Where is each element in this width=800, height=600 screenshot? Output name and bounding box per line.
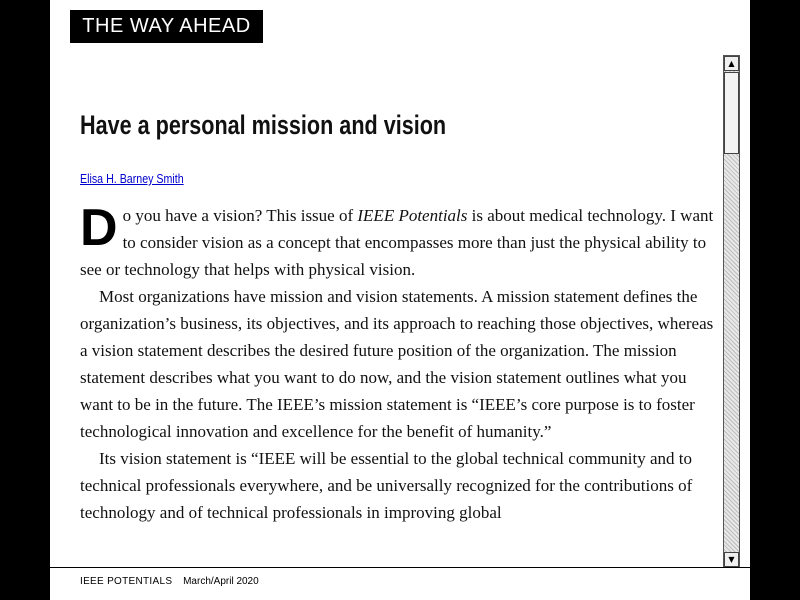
vertical-scrollbar[interactable] — [723, 55, 740, 568]
page-footer — [80, 575, 259, 589]
section-tag: THE WAY AHEAD — [70, 10, 263, 43]
paragraph-1-text-a: o you have a vision? This issue of — [122, 206, 358, 225]
paragraph-1 — [80, 199, 720, 283]
paragraph-3: Its vision statement is “IEEE will be essential to the global technical community and to technical professionals everywhere, and be universally recognized for the contributions of technology and of technical professionals in improving global — [80, 449, 693, 522]
arrow-down-icon: ▼ — [728, 555, 735, 564]
scroll-up-button[interactable] — [724, 56, 739, 71]
footer-divider — [50, 567, 750, 568]
document-page — [50, 0, 750, 600]
scrollbar-thumb[interactable] — [724, 72, 739, 154]
publication-name-italic: IEEE Potentials — [357, 206, 468, 225]
footer-publication: IEEE POTENTIALS — [80, 576, 173, 587]
paragraph-1-text-b: is about medical technology. I want to consider vision as a concept that encompasses more than just the physical ability to see or technology that helps with physical vision. — [80, 206, 714, 279]
article-content[interactable] — [80, 104, 720, 564]
paragraph-2: Most organizations have mission and vision statements. A mission statement defines the organization’s business, its objectives, and its approach to reaching those objectives, whereas a vision statement describes the desired future position of the organization. The mission statement describes what you want to do now, and the vision statement outlines what you want to be in the future. The IEEE’s mission statement is “IEEE’s core purpose is to foster technological innovation and excellence for the benefit of humanity.” — [80, 287, 714, 441]
article-body — [80, 199, 720, 526]
author-link[interactable]: Elisa H. Barney Smith — [80, 171, 184, 186]
arrow-up-icon: ▲ — [728, 59, 735, 68]
drop-cap: D — [80, 199, 118, 257]
article-title: Have a personal mission and vision — [80, 110, 447, 140]
footer-issue-date: March/April 2020 — [183, 576, 259, 587]
scroll-down-button[interactable] — [724, 552, 739, 567]
